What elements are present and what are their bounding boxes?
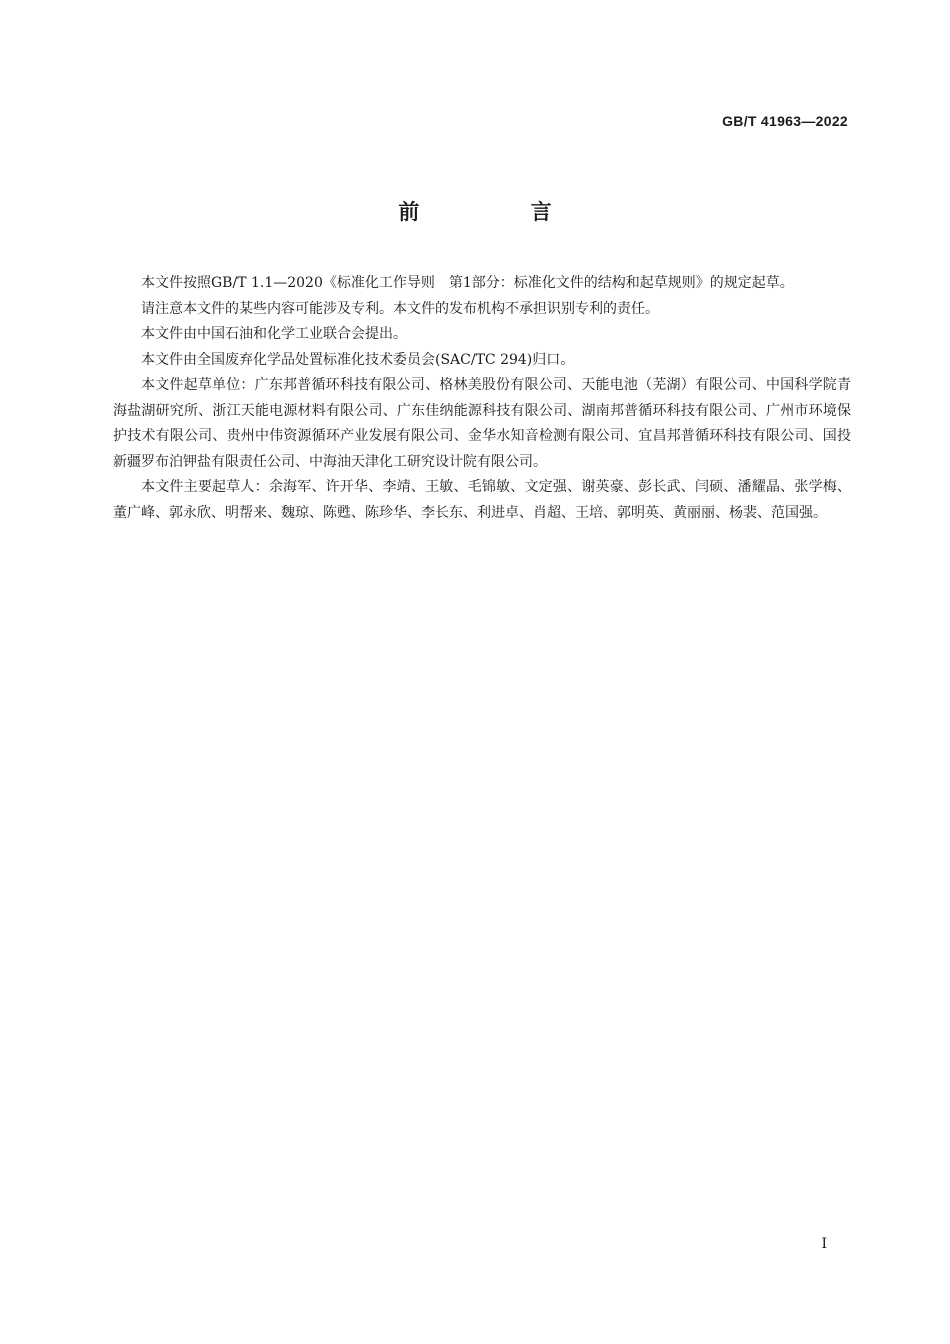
paragraph-patent-notice: 请注意本文件的某些内容可能涉及专利。本文件的发布机构不承担识别专利的责任。 xyxy=(141,300,659,317)
page-title: 前 言 xyxy=(398,200,604,224)
paragraph-drafters: 本文件主要起草人：余海军、许开华、李靖、王敏、毛锦敏、文定强、谢英豪、彭长武、闫硕、潘耀晶、张学梅、董广峰、郭永欣、明帮来、魏琼、陈甦、陈珍华、李长东、利进卓、肖超、王培、郭明英、黄丽丽、杨裴、范国强。 xyxy=(113,479,851,521)
paragraph-drafting-rules: 本文件按照GB/T 1.1—2020《标准化工作导则 第1部分：标准化文件的结构和起草规则》的规定起草。 xyxy=(141,275,794,291)
foreword-body xyxy=(113,271,851,526)
paragraph-proposer: 本文件由中国石油和化学工业联合会提出。 xyxy=(141,326,407,342)
paragraph-technical-committee: 本文件由全国废弃化学品处置标准化技术委员会(SAC/TC 294)归口。 xyxy=(141,351,575,368)
paragraph-drafting-organizations: 本文件起草单位：广东邦普循环科技有限公司、格林美股份有限公司、天能电池（芜湖）有限公司、中国科学院青海盐湖研究所、浙江天能电源材料有限公司、广东佳纳能源科技有限公司、湖南邦普循环科技有限公司、广州市环境保护技术有限公司、贵州中伟资源循环产业发展有限公司、金华水知音检测有限公司、宜昌邦普循环科技有限公司、国投新疆罗布泊钾盐有限责任公司、中海油天津化工研究设计院有限公司。 xyxy=(113,377,851,470)
standard-code: GB/T 41963—2022 xyxy=(722,113,848,129)
page-number: I xyxy=(821,1236,827,1252)
